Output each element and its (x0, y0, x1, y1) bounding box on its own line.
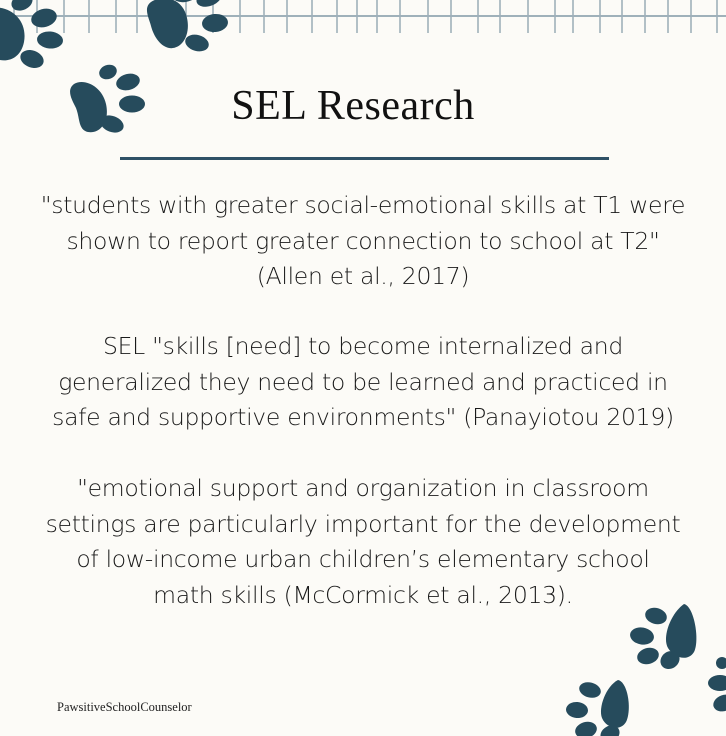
quote-line: settings are particularly important for the development (45, 509, 681, 538)
title-text: SEL Research (231, 83, 475, 129)
paw-print-icon (566, 676, 641, 736)
page-title (0, 82, 726, 130)
footer-credit: PawsitiveSchoolCounselor (57, 700, 192, 714)
quote-line: SEL "skills [need] to become internalized and (103, 332, 623, 360)
quote-line: shown to report greater connection to school at T2" (66, 226, 660, 255)
quote-citation: (Allen et al., 2017) (256, 262, 470, 290)
quote-block-mccormick (0, 471, 726, 613)
grid-ruler-decoration (0, 0, 726, 34)
quote-line: safe and supportive environments" (Panayiotou 2019) (52, 403, 674, 431)
quote-line: generalized they need to be learned and practiced in (58, 367, 668, 396)
quote-line: of low-income urban children’s elementary school (76, 545, 650, 573)
quote-block-panayiotou (0, 329, 726, 436)
quote-line: "emotional support and organization in classroom (77, 474, 649, 502)
paw-print-icon (0, 0, 70, 80)
quote-line: "students with greater social-emotional skills at T1 were (40, 191, 686, 219)
paw-print-icon (706, 655, 726, 715)
title-divider (120, 157, 609, 160)
quote-block-allen (0, 188, 726, 295)
paw-print-icon (145, 0, 230, 58)
quote-line: math skills (McCormick et al., 2013). (153, 580, 573, 609)
